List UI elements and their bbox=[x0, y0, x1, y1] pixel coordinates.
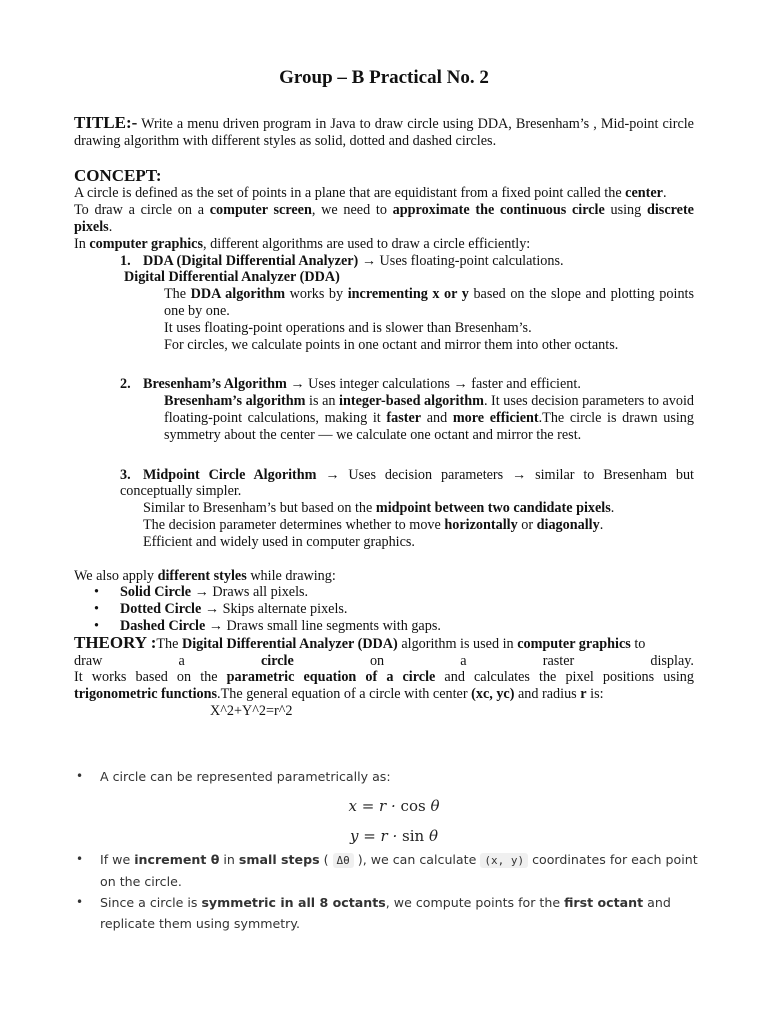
circle-equation: X^2+Y^2=r^2 bbox=[210, 702, 293, 719]
text-run: . bbox=[610, 500, 615, 517]
parametric-notes bbox=[74, 766, 714, 934]
note-text: A circle can be represented parametrically as: bbox=[100, 769, 391, 784]
math-run: = r · bbox=[356, 797, 401, 815]
text-run: and radius bbox=[514, 686, 581, 703]
text-bold: computer screen bbox=[209, 202, 312, 219]
title-text: Write a menu driven program in Java to draw circle using DDA, Bresenham’s , Mid-point circle drawing algorithm with different styles as solid, dotted and dashed circles. bbox=[74, 116, 694, 149]
text-run: based on the slope and plotting points one by one. bbox=[164, 286, 694, 319]
text-run: , we need to bbox=[311, 202, 393, 219]
text-bold: computer graphics bbox=[517, 635, 631, 652]
note-item-3 bbox=[74, 892, 714, 934]
concept-paragraph-1 bbox=[74, 185, 694, 202]
arrow-icon: → bbox=[208, 617, 223, 634]
text-run: . bbox=[108, 218, 113, 235]
style-name: Dashed Circle bbox=[120, 617, 206, 634]
dda-subheading bbox=[74, 269, 694, 286]
math-var: θ bbox=[430, 797, 440, 815]
style-name: Solid Circle bbox=[120, 584, 192, 601]
concept-heading bbox=[74, 165, 694, 186]
text-run: , different algorithms are used to draw a circle efficiently: bbox=[203, 235, 531, 252]
arrow-icon: → bbox=[204, 601, 220, 618]
style-item-dotted bbox=[74, 601, 694, 618]
text-run: .The circle is drawn using symmetry about the center — we calculate one octant and mirror the rest. bbox=[164, 409, 694, 443]
text-run: and calculates the pixel positions using bbox=[435, 669, 694, 686]
math-var: y bbox=[349, 827, 359, 845]
text-run: algorithm is used in bbox=[397, 635, 518, 652]
algorithm-item-bresenham bbox=[74, 376, 694, 393]
text-run: Since a circle is bbox=[100, 895, 202, 910]
text-run: using bbox=[604, 202, 647, 219]
page-heading: Group – B Practical No. 2 bbox=[279, 67, 489, 88]
dda-detail-3: For circles, we calculate points in one octant and mirror them into other octants. bbox=[164, 336, 619, 353]
text-run: on bbox=[369, 652, 385, 669]
text-bold: r bbox=[580, 686, 587, 703]
math-fn: sin bbox=[402, 827, 425, 845]
algorithm-name: DDA (Digital Differential Analyzer) bbox=[143, 252, 359, 269]
text-run: The bbox=[156, 635, 182, 652]
theory-justified-line bbox=[74, 653, 694, 670]
theory-paragraph-1 bbox=[74, 632, 694, 653]
text-run: To draw a circle on a bbox=[74, 202, 210, 219]
text-bold: diagonally bbox=[536, 516, 600, 533]
text-bold: DDA algorithm bbox=[190, 286, 286, 303]
document-body bbox=[74, 115, 694, 720]
bullet-icon: • bbox=[94, 584, 99, 601]
math-var: x bbox=[348, 797, 357, 815]
text-run: works by bbox=[285, 286, 348, 303]
inline-code: Δθ bbox=[333, 853, 354, 868]
text-run: . bbox=[599, 516, 604, 533]
text-bold: trigonometric functions bbox=[74, 686, 218, 703]
text-run: .The general equation of a circle with center bbox=[217, 686, 472, 703]
text-bold: first octant bbox=[564, 895, 644, 910]
text-run: In bbox=[74, 235, 90, 252]
theory-label: THEORY : bbox=[74, 632, 157, 652]
midpoint-detail-2 bbox=[74, 517, 694, 534]
inline-code: (x, y) bbox=[480, 853, 528, 868]
text-bold: circle bbox=[260, 652, 294, 669]
equation-x bbox=[74, 795, 714, 817]
style-desc: Draws all pixels. bbox=[208, 584, 309, 601]
text-run: is: bbox=[586, 686, 604, 703]
text-run: . bbox=[662, 185, 667, 202]
text-run: to bbox=[630, 635, 646, 652]
text-run: ), we can calculate bbox=[353, 852, 481, 867]
text-bold: increment θ bbox=[134, 852, 220, 867]
note-item-1 bbox=[74, 766, 714, 787]
text-run: and replicate them using symmetry. bbox=[100, 895, 671, 931]
text-bold: center bbox=[625, 185, 663, 202]
text-run: draw bbox=[74, 652, 103, 669]
arrow-icon: → bbox=[453, 376, 468, 393]
algorithm-item-midpoint bbox=[74, 467, 694, 501]
math-var: θ bbox=[428, 827, 439, 845]
text-bold: integer-based algorithm bbox=[339, 393, 484, 410]
title-label: TITLE bbox=[74, 113, 126, 132]
text-bold: symmetric in all 8 octants bbox=[201, 895, 386, 910]
text-run: while drawing: bbox=[246, 567, 336, 584]
bullet-icon: • bbox=[94, 617, 99, 634]
dda-detail-2: It uses floating-point operations and is slower than Bresenham’s. bbox=[164, 319, 532, 336]
algorithm-summary: Uses integer calculations bbox=[304, 376, 454, 393]
style-name: Dotted Circle bbox=[120, 601, 202, 618]
text-bold: Bresenham’s algorithm bbox=[164, 393, 306, 410]
equation-y bbox=[74, 825, 714, 847]
concept-paragraph-3 bbox=[74, 236, 694, 253]
style-item-solid bbox=[74, 584, 694, 601]
text-run: We also apply bbox=[74, 567, 158, 584]
bresenham-detail bbox=[74, 393, 694, 443]
text-bold: Digital Differential Analyzer (DDA) bbox=[181, 635, 398, 652]
algorithm-summary: Uses decision parameters bbox=[339, 466, 513, 483]
text-run: coordinates for each point on the circle. bbox=[100, 852, 698, 889]
text-run: The bbox=[164, 286, 191, 303]
list-number: 3. bbox=[120, 466, 131, 483]
text-run: a bbox=[178, 652, 185, 669]
text-run: , we compute points for the bbox=[385, 895, 565, 910]
arrow-icon: → bbox=[361, 252, 376, 269]
text-bold: different styles bbox=[157, 567, 247, 584]
bullet-icon: • bbox=[94, 601, 99, 618]
text-bold: incrementing x or y bbox=[347, 286, 469, 303]
math-fn: cos bbox=[400, 797, 426, 815]
text-run: raster bbox=[542, 652, 575, 669]
text-run: It works based on the bbox=[74, 669, 227, 686]
text-bold: small steps bbox=[238, 852, 320, 867]
concept-paragraph-2 bbox=[74, 202, 694, 236]
text-run: in bbox=[219, 852, 239, 867]
algorithm-name: Bresenham’s Algorithm bbox=[143, 376, 287, 393]
math-run: = r · bbox=[358, 827, 403, 845]
styles-intro bbox=[74, 568, 694, 585]
bullet-icon: • bbox=[76, 769, 84, 783]
text-run: The decision parameter determines whether to move bbox=[143, 516, 445, 533]
title-separator: :- bbox=[125, 113, 138, 132]
list-number: 1. bbox=[120, 252, 131, 269]
text-run: is an bbox=[305, 393, 340, 410]
text-run: . It uses decision parameters to avoid floating-point calculations, making it bbox=[164, 393, 695, 426]
text-bold: computer graphics bbox=[89, 235, 203, 252]
title-paragraph bbox=[74, 115, 694, 150]
list-number: 2. bbox=[120, 376, 131, 393]
algorithm-summary: faster and efficient. bbox=[467, 376, 581, 393]
text-run: ( bbox=[319, 852, 333, 867]
midpoint-detail-3: Efficient and widely used in computer graphics. bbox=[143, 533, 415, 550]
bullet-icon: • bbox=[76, 895, 84, 909]
text-bold: more efficient bbox=[452, 409, 539, 426]
style-desc: Draws small line segments with gaps. bbox=[222, 617, 441, 634]
text-run: a bbox=[460, 652, 467, 669]
text-run: If we bbox=[100, 852, 135, 867]
theory-paragraph-2 bbox=[74, 669, 694, 703]
text-run: or bbox=[517, 516, 537, 533]
bullet-icon: • bbox=[76, 852, 84, 866]
arrow-icon: → bbox=[512, 466, 527, 483]
arrow-icon: → bbox=[290, 376, 305, 393]
text-bold: parametric equation of a circle bbox=[226, 669, 436, 686]
text-bold: discrete pixels bbox=[74, 202, 694, 235]
dda-detail-1 bbox=[74, 286, 694, 320]
text-bold: (xc, yc) bbox=[471, 686, 515, 703]
style-desc: Skips alternate pixels. bbox=[219, 601, 348, 618]
text-bold: midpoint between two candidate pixels bbox=[375, 500, 611, 517]
algorithm-summary: Uses floating-point calculations. bbox=[376, 252, 564, 269]
text-bold: approximate the continuous circle bbox=[392, 202, 605, 219]
text-bold: faster bbox=[386, 409, 422, 426]
note-item-2 bbox=[74, 849, 714, 892]
text-run: A circle is defined as the set of points in a plane that are equidistant from a fixed point called the bbox=[74, 185, 626, 202]
algorithm-item-dda bbox=[74, 253, 694, 270]
style-item-dashed bbox=[74, 618, 694, 635]
concept-label: CONCEPT: bbox=[74, 165, 162, 185]
algorithm-summary: similar to Bresenham but conceptually simpler. bbox=[120, 466, 694, 500]
midpoint-detail-1 bbox=[74, 500, 694, 517]
algorithm-name: Midpoint Circle Algorithm bbox=[143, 466, 317, 483]
text-run: Similar to Bresenham’s but based on the bbox=[143, 500, 376, 517]
text-run: and bbox=[421, 409, 453, 426]
text-bold: horizontally bbox=[444, 516, 518, 533]
arrow-icon: → bbox=[325, 466, 340, 483]
text-run: display. bbox=[650, 652, 694, 669]
arrow-icon: → bbox=[194, 584, 209, 601]
text-bold: Digital Differential Analyzer (DDA) bbox=[124, 269, 340, 286]
